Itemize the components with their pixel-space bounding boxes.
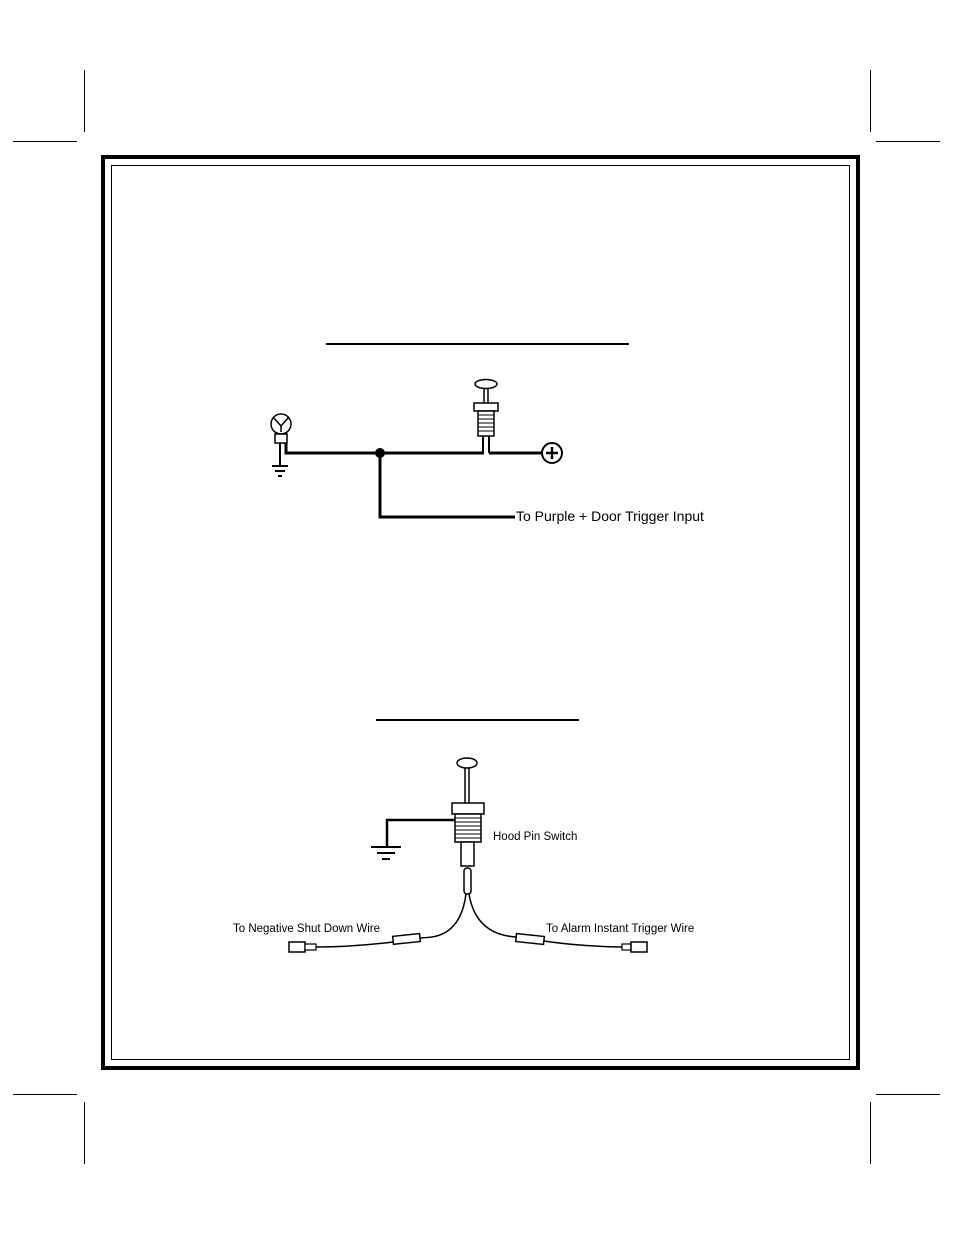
splice-junction-dot	[375, 448, 385, 458]
diagram2-wires	[316, 894, 622, 947]
fuse-holder-icon	[516, 934, 545, 945]
alarm-instant-trigger-label: To Alarm Instant Trigger Wire	[546, 923, 695, 935]
connector-icon	[289, 942, 316, 952]
negative-shutdown-label: To Negative Shut Down Wire	[233, 923, 381, 935]
ground-icon	[371, 847, 401, 859]
hood-pin-switch-label: Hood Pin Switch	[493, 831, 578, 843]
hood-pin-switch-icon	[452, 758, 484, 894]
door-trigger-label: To Purple + Door Trigger Input	[516, 508, 704, 524]
hood-ground-wire	[387, 820, 455, 847]
dome-light-icon	[271, 414, 291, 443]
pin-switch-icon	[474, 380, 498, 437]
diagram1-wires	[286, 436, 542, 517]
positive-terminal-icon	[542, 443, 562, 463]
fuse-holder-icon	[393, 934, 421, 945]
connector-icon	[622, 942, 647, 952]
